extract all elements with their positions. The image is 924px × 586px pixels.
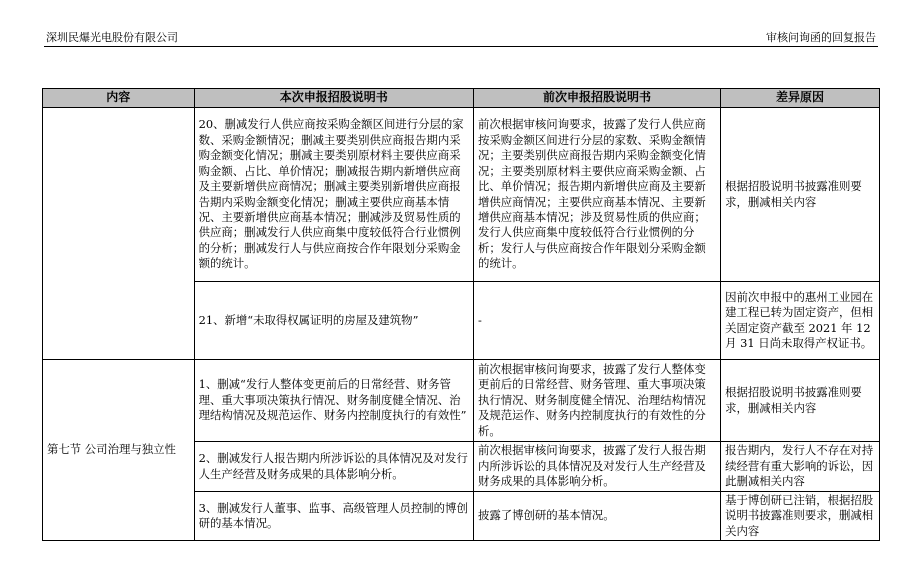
comparison-table <box>42 88 880 541</box>
current-cell: 2、删减发行人报告期内所涉诉讼的具体情况及对发行人生产经营及财务成果的具体影响分析。 <box>194 442 473 492</box>
column-header-content: 内容 <box>43 89 195 108</box>
previous-cell: 前次根据审核问询要求，披露了发行人供应商按采购金额区间进行分层的家数、采购金额情况；主要类别供应商报告期内采购金额变化情况；主要类别原材料主要供应商采购金额、占比、单价情况；报告期内新增供应商及主要新增供应商情况；主要供应商基本情况、主要新增供应商基本情况；涉及贸易性质的供应商；发行人供应商集中度较低符合行业惯例的分析；发行人与供应商按合作年限划分采购金额的统计。 <box>473 108 720 282</box>
column-header-reason: 差异原因 <box>721 89 880 108</box>
current-cell: 1、删减“发行人整体变更前后的日常经营、财务管理、重大事项决策执行情况、财务制度健全情况、治理结构情况及规范运作、财务内控制度执行的有效性” <box>194 360 473 442</box>
reason-cell: 基于博创研已注销，根据招股说明书披露准则要求，删减相关内容 <box>721 492 880 541</box>
category-cell: 第七节 公司治理与独立性 <box>43 360 195 541</box>
reason-cell: 根据招股说明书披露准则要求，删减相关内容 <box>721 108 880 282</box>
column-header-previous: 前次申报招股说明书 <box>473 89 720 108</box>
table-header-row <box>43 89 880 108</box>
reason-cell: 因前次申报中的惠州工业园在建工程已转为固定资产，但相关固定资产截至 2021 年 12 月 31 日尚未取得产权证书。 <box>721 282 880 360</box>
current-cell: 21、新增“未取得权属证明的房屋及建筑物” <box>194 282 473 360</box>
reason-cell: 根据招股说明书披露准则要求，删减相关内容 <box>721 360 880 442</box>
reason-cell: 报告期内，发行人不存在对持续经营有重大影响的诉讼，因此删减相关内容 <box>721 442 880 492</box>
previous-cell: 披露了博创研的基本情况。 <box>473 492 720 541</box>
previous-cell: 前次根据审核问询要求，披露了发行人报告期内所涉诉讼的具体情况及对发行人生产经营及财务成果的具体影响分析。 <box>473 442 720 492</box>
current-cell: 3、删减发行人董事、监事、高级管理人员控制的博创研的基本情况。 <box>194 492 473 541</box>
table-row <box>43 360 880 442</box>
company-name: 深圳民爆光电股份有限公司 <box>46 31 178 44</box>
page-header <box>44 30 878 47</box>
category-cell-empty <box>43 108 195 360</box>
previous-cell: 前次根据审核问询要求，披露了发行人整体变更前后的日常经营、财务管理、重大事项决策执行情况、财务制度健全情况、治理结构情况及规范运作、财务内控制度执行的有效性的分析。 <box>473 360 720 442</box>
current-cell: 20、删减发行人供应商按采购金额区间进行分层的家数、采购金额情况；删减主要类别供应商报告期内采购金额变化情况；删减主要类别原材料主要供应商采购金额、占比、单价情况；删减报告期内新增供应商及主要新增供应商情况；删减主要类别新增供应商报告期内采购金额变化情况；删减主要供应商基本情况、主要新增供应商基本情况；删减涉及贸易性质的供应商；删减发行人供应商集中度较低符合行业惯例的分析；删减发行人与供应商按合作年限划分采购金额的统计。 <box>194 108 473 282</box>
table-row <box>43 108 880 282</box>
previous-cell: - <box>473 282 720 360</box>
column-header-current: 本次申报招股说明书 <box>194 89 473 108</box>
report-title: 审核问询函的回复报告 <box>766 31 876 44</box>
